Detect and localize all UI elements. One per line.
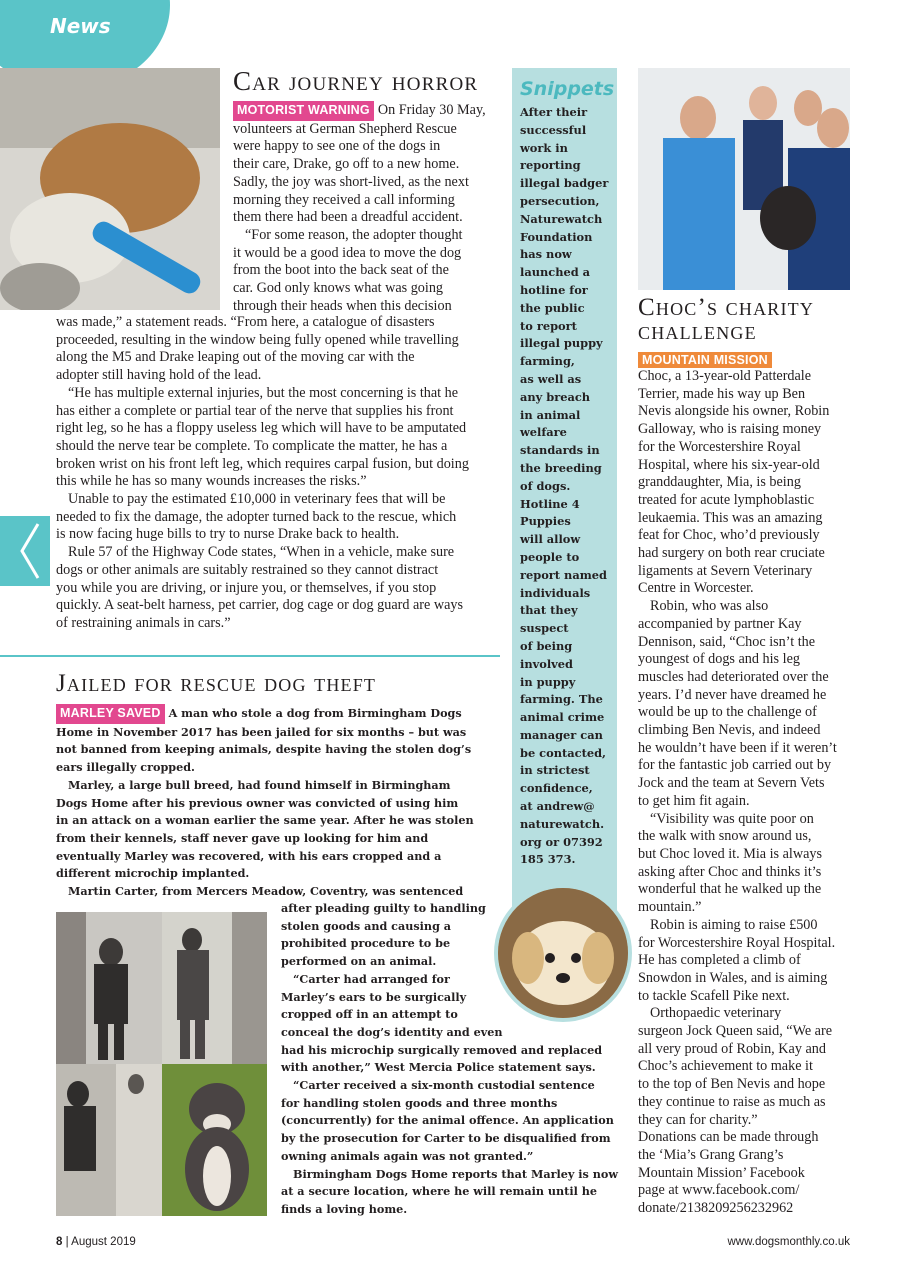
text-line: in an attack on a woman earlier the same year. After he was stolen [56, 813, 474, 828]
article3-column [638, 368, 853, 1218]
text-line: standards in [520, 443, 600, 458]
text-line: different microchip implanted. [56, 866, 250, 881]
text-line: was made,” a statement reads. “From here, a catalogue of disasters [56, 314, 435, 330]
text-line: their care, Drake, go off to a new home. [233, 156, 460, 173]
article2-tag: MARLEY SAVED [56, 704, 165, 724]
text-line: in animal [520, 407, 581, 422]
text-line: from their kennels, staff never gave up looking for him and [56, 830, 429, 845]
text-line: adopter still having hold of the lead. [56, 367, 262, 384]
article2-narrow-column [281, 900, 618, 1219]
text-line: granddaughter, Mia, is being [638, 474, 801, 491]
text-line: through their heads when this decision [233, 297, 452, 314]
text-line: youngest of dogs and his leg [638, 651, 800, 668]
text-line: he wouldn’t have been if it weren’t [638, 739, 837, 756]
text-line: Dennison, said, “Choc isn’t the [638, 633, 816, 650]
text-line: the breeding [520, 460, 602, 475]
article1-top-column [233, 101, 498, 315]
text-line: 185 373. [520, 852, 576, 867]
text-line: that they [520, 603, 578, 618]
choc-team-photo [638, 68, 850, 290]
text-line: mountain.” [638, 899, 702, 916]
text-line: Dogs Home after his previous owner was convicted of using him [56, 795, 459, 810]
text-line: had surgery on both rear cruciate [638, 545, 825, 562]
text-line: Donations can be made through [638, 1129, 819, 1146]
text-line: feat for Choc, who’d previously [638, 527, 820, 544]
text-line: of being [520, 638, 573, 653]
cctv-photo-2 [162, 912, 267, 1064]
page-number: 8 [56, 1236, 63, 1248]
text-line: org or 07392 [520, 834, 603, 849]
text-line: after pleading guilty to handling [281, 901, 486, 915]
text-line: volunteers at German Shepherd Rescue [233, 120, 457, 137]
text-line: “For some reason, the adopter thought [245, 226, 463, 243]
text-line: He has completed a climb of [638, 952, 801, 969]
text-line: to tackle Scafell Pike next. [638, 987, 790, 1004]
text-line: “Carter had arranged for [293, 971, 450, 986]
text-line: Snowdon in Wales, and is aiming [638, 969, 828, 986]
article1-headline: Car journey horror [233, 66, 479, 96]
text-line: in puppy [520, 674, 576, 689]
text-line: Centre in Worcester. [638, 580, 754, 597]
text-line: Unable to pay the estimated £10,000 in veterinary fees that will be [68, 491, 446, 508]
text-line: hotline for [520, 282, 588, 297]
text-line: page at www.facebook.com/ [638, 1182, 800, 1199]
text-line: manager can [520, 727, 603, 742]
text-line: Naturewatch [520, 211, 603, 226]
snippets-title: Snippets [520, 78, 615, 100]
footer-separator: | [65, 1236, 69, 1248]
text-line: animal crime [520, 710, 605, 725]
text-line: welfare [520, 425, 567, 440]
headline-line: challenge [638, 318, 757, 345]
text-line: Jock and the team at Severn Vets [638, 775, 825, 792]
text-line: ligaments at Severn Veterinary [638, 562, 813, 579]
text-line: the public [520, 300, 585, 315]
text-line: climbing Ben Nevis, and indeed [638, 722, 821, 739]
text-line: had his microchip surgically removed and replaced [281, 1042, 603, 1057]
text-line: people to [520, 549, 580, 564]
text-line: not banned from keeping animals, despite having the stolen dog’s [56, 742, 472, 757]
text-line: Nevis alongside his owner, Robin [638, 403, 830, 420]
text-line: farming, [520, 354, 575, 369]
text-line: reporting [520, 158, 581, 173]
text-line: Martin Carter, from Mercers Meadow, Coventry, was sentenced [68, 884, 464, 899]
text-line: Mountain Mission’ Facebook [638, 1164, 805, 1181]
text-line: owning animals again was not granted.” [281, 1148, 534, 1163]
article2-headline: Jailed for rescue dog theft [56, 670, 377, 697]
text-line: quickly. A seat-belt harness, pet carrier, dog cage or dog guard are ways [56, 597, 464, 614]
text-line: persecution, [520, 193, 600, 208]
text-line: stolen goods and causing a [281, 918, 452, 933]
text-line: leukaemia. This was an amazing [638, 509, 823, 526]
text-line: accompanied by partner Kay [638, 615, 802, 632]
text-line: donate/2138209256232962 [638, 1200, 794, 1217]
text-line: (concurrently) for the animal offence. An application [281, 1113, 614, 1128]
text-line: Robin, who was also [650, 598, 769, 615]
text-line: “Visibility was quite poor on [650, 810, 814, 827]
text-line: naturewatch. [520, 816, 605, 831]
section-label: News [50, 14, 111, 38]
text-line: “Carter received a six-month custodial sentence [293, 1078, 595, 1093]
text-line: eventually Marley was recovered, with his ears cropped and a [56, 848, 442, 863]
text-line: conceal the dog’s identity and even [281, 1024, 503, 1039]
text-line: Marley, a large bull breed, had found himself in Birmingham [68, 777, 451, 792]
text-line: along the M5 and Drake leaping out of the moving car with the [56, 349, 415, 366]
text-line: confidence, [520, 781, 593, 796]
text-line: for Worcestershire Royal Hospital. [638, 934, 836, 951]
text-line: all very proud of Robin, Kay and [638, 1040, 826, 1057]
puppy-photo [494, 884, 632, 1022]
text-line: Galloway, who is raising money [638, 421, 822, 438]
text-line: the walk with snow around us, [638, 828, 812, 845]
text-line: from the boot into the back seat of the [233, 262, 449, 279]
text-line: cropped off in an attempt to [281, 1007, 458, 1022]
marley-dog-photo [162, 1064, 267, 1216]
text-line: Hotline 4 [520, 496, 580, 511]
text-line: the ‘Mia’s Grang Grang’s [638, 1146, 784, 1163]
text-line: any breach [520, 389, 591, 404]
text-line: Home in November 2017 has been jailed for six months – but was [56, 724, 467, 739]
text-line: asking after Choc and thinks it’s [638, 863, 822, 880]
issue-date: August 2019 [71, 1236, 136, 1248]
text-line: be contacted, [520, 745, 607, 760]
text-line: Birmingham Dogs Home reports that Marley is now [293, 1166, 618, 1181]
text-line: involved [520, 656, 573, 671]
text-line: treated for acute lymphoblastic [638, 491, 815, 508]
text-line: right leg, so he has a floppy useless leg which will have to be amputated [56, 420, 467, 437]
text-line: launched a [520, 265, 591, 280]
text-line: as well as [520, 371, 582, 386]
text-line: Foundation [520, 229, 593, 244]
text-line: for the Worcestershire Royal [638, 438, 801, 455]
text-line: has now [520, 247, 572, 262]
text-line: with another,” West Mercia Police statement says. [281, 1060, 596, 1075]
text-line: but Choc loved it. Mia is always [638, 845, 823, 862]
text-line: morning they received a call informing [233, 191, 455, 208]
text-line: is now facing huge bills to try to nurse Drake back to health. [56, 526, 400, 543]
article1-tag: MOTORIST WARNING [233, 101, 374, 121]
text-line: of restraining animals in cars.” [56, 614, 231, 631]
text-line: suspect [520, 621, 569, 636]
text-line: they can for charity.” [638, 1111, 758, 1128]
text-line: to get him fit again. [638, 792, 750, 809]
section-divider [0, 655, 500, 657]
text-line: they continue to raise as much as [638, 1093, 826, 1110]
text-line: report named [520, 567, 607, 582]
text-line: Choc, a 13-year-old Patterdale [638, 368, 812, 384]
text-line: years. I’d never have dreamed he [638, 686, 827, 703]
text-line: work in [520, 140, 568, 155]
text-line: of dogs. [520, 478, 571, 493]
text-line: this while he has so many wounds increases the risks.” [56, 473, 367, 490]
text-line: by the prosecution for Carter to be disqualified from [281, 1131, 611, 1146]
headline-line: Choc’s charity [638, 294, 815, 321]
text-line: Hospital, where his six-year-old [638, 456, 820, 473]
text-line: car. God only knows what was going [233, 280, 444, 297]
injured-dog-photo [0, 68, 220, 310]
text-line: needed to fix the damage, the adopter turned back to the rescue, which [56, 508, 457, 525]
text-line: it would be a good idea to move the dog [233, 244, 462, 261]
text-line: has either a complete or partial tear of the nerve that supplies his front [56, 402, 454, 419]
text-line: performed on an animal. [281, 954, 437, 969]
text-line: proceeded, resulting in the window being fully opened while travelling [56, 331, 459, 348]
text-line: dogs or other animals are suitably restrained so they cannot distract [56, 561, 439, 578]
text-line: muscles had deteriorated over the [638, 668, 829, 685]
text-line: for handling stolen goods and three months [281, 1095, 558, 1110]
text-line: at a secure location, where he will remain until he [281, 1184, 597, 1199]
text-line: finds a loving home. [281, 1201, 408, 1216]
text-line: in strictest [520, 763, 590, 778]
text-line: will allow [520, 532, 581, 547]
text-line: individuals [520, 585, 591, 600]
text-line: them there had been a dreadful accident. [233, 209, 463, 226]
text-line: should the nerve tear be complete. To complicate the matter, he has a [56, 437, 448, 454]
text-line: Sadly, the joy was short-lived, as the next [233, 173, 469, 190]
text-line: prohibited procedure to be [281, 936, 451, 951]
text-line: On Friday 30 May, [377, 102, 486, 118]
cctv-photo-3 [56, 1064, 162, 1216]
text-line: were happy to see one of the dogs in [233, 138, 441, 155]
text-line: would be up to the challenge of [638, 704, 817, 721]
text-line: surgeon Jock Queen said, “We are [638, 1023, 832, 1040]
text-line: Orthopaedic veterinary [650, 1005, 782, 1022]
article3-tag: MOUNTAIN MISSION [638, 352, 772, 368]
text-line: Choc’s achievement to make it [638, 1058, 813, 1075]
text-line: “He has multiple external injuries, but the most concerning is that he [68, 384, 459, 401]
text-line: to the top of Ben Nevis and hope [638, 1076, 826, 1093]
text-line: wonderful that he walked up the [638, 881, 822, 898]
text-line: at andrew@ [520, 799, 595, 814]
text-line: Rule 57 of the Highway Code states, “When in a vehicle, make sure [68, 544, 455, 561]
text-line: to report [520, 318, 577, 333]
text-line: illegal badger [520, 176, 609, 191]
text-line: Robin is aiming to raise £500 [650, 916, 818, 933]
previous-page-tab[interactable] [0, 516, 50, 586]
text-line: for the fantastic job carried out by [638, 757, 832, 774]
text-line: farming. The [520, 692, 603, 707]
text-line: broken wrist on his front left leg, which requires carpal fusion, but doing [56, 455, 469, 472]
text-line: Puppies [520, 514, 571, 529]
page-footer-left [56, 1236, 136, 1248]
article1-full-column [56, 314, 501, 633]
text-line: successful [520, 122, 587, 137]
text-line: illegal puppy [520, 336, 603, 351]
text-line: Marley’s ears to be surgically [281, 989, 467, 1004]
text-line: ears illegally cropped. [56, 760, 195, 775]
snippets-body [520, 104, 614, 869]
website-url[interactable]: www.dogsmonthly.co.uk [727, 1236, 850, 1248]
text-line: After their [520, 105, 588, 119]
text-line: Terrier, made his way up Ben [638, 385, 806, 402]
chevron-left-icon [0, 516, 50, 586]
cctv-photo-1 [56, 912, 162, 1064]
text-line: A man who stole a dog from Birmingham Dogs [168, 706, 462, 720]
text-line: you while you are driving, or injure you, or themselves, if you stop [56, 579, 437, 596]
article3-tag-row [638, 349, 776, 368]
article3-headline [638, 296, 814, 344]
article2-full-column [56, 704, 504, 901]
